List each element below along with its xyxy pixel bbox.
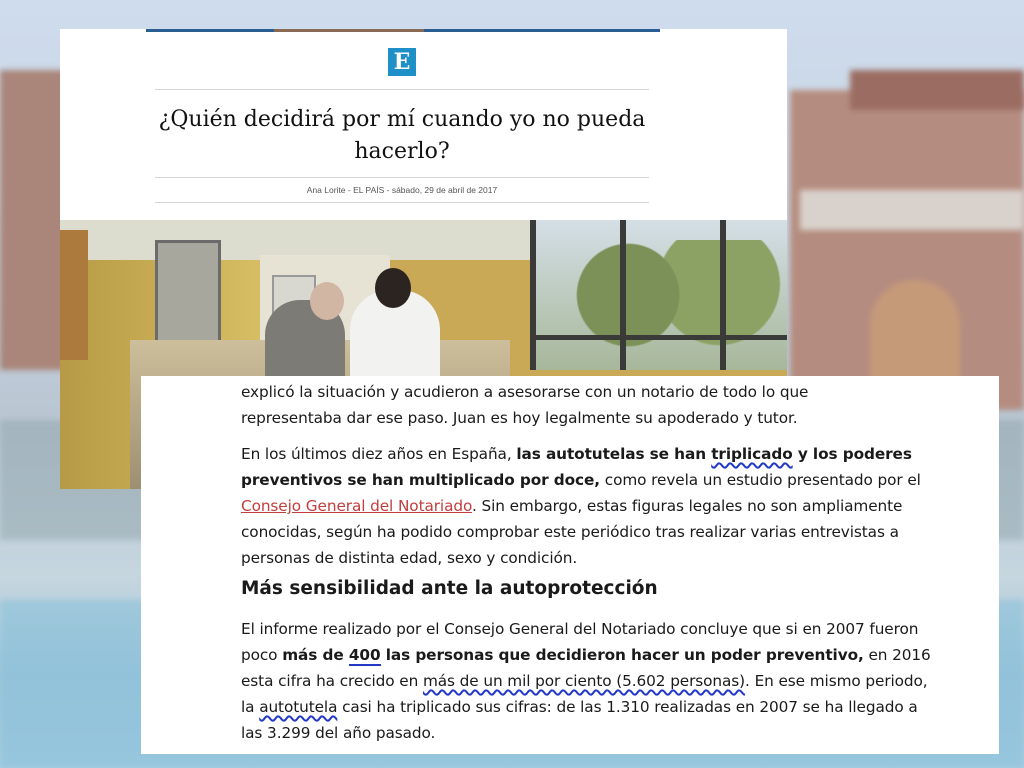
text-line: explicó la situación y acudieron a asesorarse con un notario de todo lo que (241, 383, 809, 401)
text-run: En los últimos diez años en España, (241, 445, 517, 463)
text-run: como revela un estudio presentado por el (600, 471, 921, 489)
photo-window-frame (530, 220, 536, 370)
text-run: y los poderes preventivos se han multiplicado por doce, (241, 445, 912, 489)
paragraph-intro (241, 379, 941, 431)
bg-arch (870, 280, 960, 380)
text-run: casi ha triplicado sus cifras: de las 1.310 realizadas en 2007 se ha llegado a las 3.299 del año pasado. (241, 698, 918, 742)
photo-board (60, 230, 88, 360)
photo-notice-board (155, 240, 221, 346)
divider (155, 89, 649, 90)
photo-window-rail (530, 335, 787, 340)
el-pais-logo: E (388, 48, 416, 76)
text-run: las personas que decidieron hacer un poder preventivo, (380, 646, 864, 664)
handwritten-underline-400: 400 (348, 646, 381, 664)
text-run: las autotutelas se han (516, 445, 712, 463)
handwritten-underline-percent: más de un mil por ciento (5.602 personas) (422, 672, 746, 690)
photo-trees (560, 240, 787, 350)
photo-window-frame (620, 220, 626, 370)
text-run: más de (282, 646, 349, 664)
handwritten-underline-triplicado: triplicado (711, 445, 793, 463)
paragraph-statistics (241, 441, 941, 571)
bg-roof (850, 70, 1024, 110)
divider (155, 202, 649, 203)
top-image-strip-photo (274, 29, 424, 32)
byline: Ana Lorite - EL PAÍS - sábado, 29 de abril de 2017 (306, 185, 498, 195)
bg-balcony (800, 190, 1024, 230)
photo-nurse-head (375, 268, 411, 308)
paragraph-report (241, 616, 941, 746)
section-heading: Más sensibilidad ante la autoprotección (241, 578, 658, 599)
text-run: . Sin embargo, estas figuras legales no son ampliamente conocidas, según ha podido comprobar este periódico tras realizar varias entrevistas a personas de distinta edad, sexo y condición. (241, 497, 903, 567)
article-clipping-bottom (141, 376, 999, 754)
headline: ¿Quién decidirá por mí cuando yo no pueda hacerlo? (158, 107, 646, 164)
photo-elderly-man-head (310, 282, 344, 320)
text-run: . En ese mismo periodo, la (241, 672, 928, 716)
bold-run (282, 646, 864, 666)
text-run: El informe realizado por el Consejo General del Notariado concluye que si en 2007 fueron poco (241, 620, 919, 664)
divider (155, 177, 649, 178)
text-run: en 2016 esta cifra ha crecido en (241, 646, 931, 690)
handwritten-underline-autotutela: autotutela (259, 698, 338, 716)
consejo-notariado-link[interactable]: Consejo General del Notariado (241, 497, 472, 515)
text-line: representaba dar ese paso. Juan es hoy legalmente su apoderado y tutor. (241, 409, 798, 427)
photo-window-frame (720, 220, 726, 370)
